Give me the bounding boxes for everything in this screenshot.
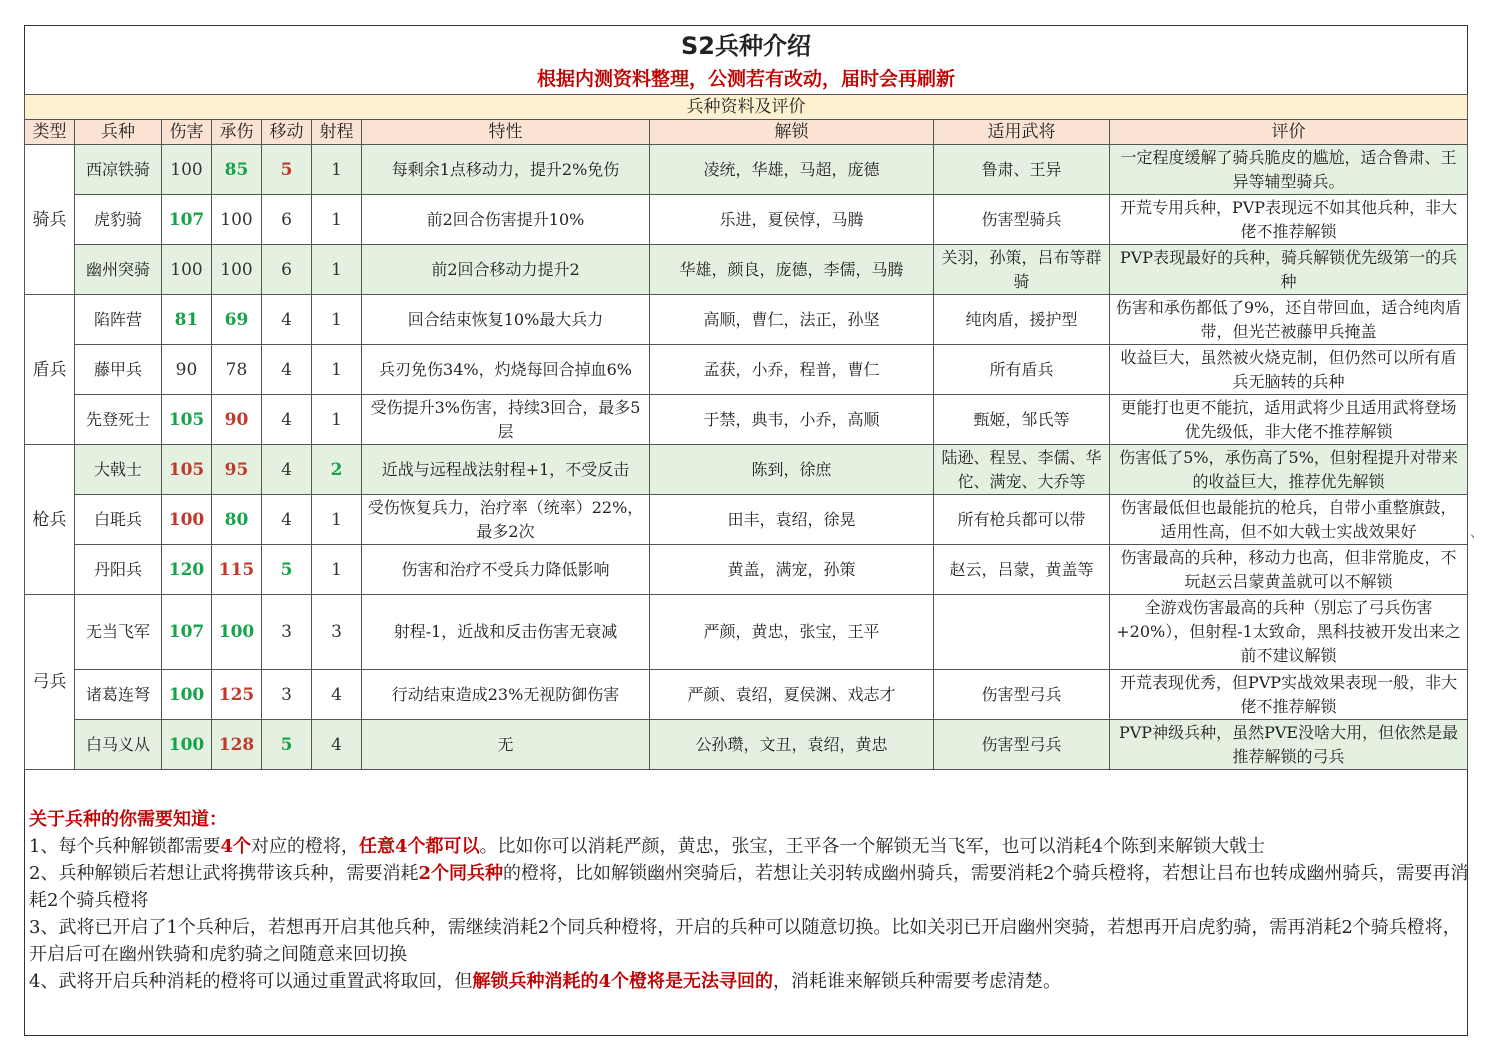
note-2-b: 2个同兵种 <box>418 863 503 884</box>
table-row <box>25 445 1468 495</box>
unit-trait: 前2回合伤害提升10% <box>362 195 650 245</box>
note-4-b: 解锁兵种消耗的4个橙将是无法寻回的 <box>472 971 773 992</box>
table-row <box>25 720 1468 770</box>
unit-eval: 伤害最高的兵种，移动力也高，但非常脆皮，不玩赵云吕蒙黄盖就可以不解锁 <box>1110 545 1468 595</box>
unit-mov: 5 <box>262 720 312 770</box>
column-header-row <box>25 120 1468 145</box>
unit-atk: 107 <box>162 195 212 245</box>
unit-generals: 所有盾兵 <box>934 345 1110 395</box>
unit-unlock: 高顺，曹仁，法正，孙坚 <box>650 295 934 345</box>
type-cell: 盾兵 <box>25 295 75 445</box>
table-row <box>25 395 1468 445</box>
unit-trait: 受伤恢复兵力，治疗率（统率）22%，最多2次 <box>362 495 650 545</box>
unit-mov: 5 <box>262 145 312 195</box>
note-2-c: 的橙将，比如解锁幽州突骑后，若想让关羽转成幽州骑兵，需要消耗2个骑兵橙将，若想让吕布也转成幽州骑兵，需要再消耗2个骑兵橙将 <box>29 863 1469 911</box>
unit-eval: 开荒专用兵种，PVP表现远不如其他兵种，非大佬不推荐解锁 <box>1110 195 1468 245</box>
note-4-a: 4、武将开启兵种消耗的橙将可以通过重置武将取回，但 <box>29 971 473 992</box>
note-1-c: 对应的橙将， <box>250 836 359 857</box>
unit-name: 藤甲兵 <box>75 345 162 395</box>
unit-name: 先登死士 <box>75 395 162 445</box>
col-header: 解锁 <box>650 120 934 145</box>
unit-unlock: 孟获，小乔，程普，曹仁 <box>650 345 934 395</box>
unit-mov: 5 <box>262 545 312 595</box>
note-1-d: 任意4个都可以 <box>358 836 480 857</box>
note-3: 3、武将已开启了1个兵种后，若想再开启其他兵种，需继续消耗2个同兵种橙将，开启的兵种可以随意切换。比如关羽已开启幽州突骑，若想再开启虎豹骑，需再消耗2个骑兵橙将，开启后可在幽州铁骑和虎豹骑之间随意来回切换 <box>29 917 1461 965</box>
table-row <box>25 545 1468 595</box>
notes-section <box>25 806 1469 995</box>
unit-atk: 100 <box>162 245 212 295</box>
table-row <box>25 595 1468 670</box>
unit-name: 白毦兵 <box>75 495 162 545</box>
unit-trait: 回合结束恢复10%最大兵力 <box>362 295 650 345</box>
unit-mov: 6 <box>262 195 312 245</box>
unit-unlock: 于禁，典韦，小乔，高顺 <box>650 395 934 445</box>
unit-name: 虎豹骑 <box>75 195 162 245</box>
unit-eval: 伤害低了5%，承伤高了5%，但射程提升对带来的收益巨大，推荐优先解锁 <box>1110 445 1468 495</box>
unit-trait: 兵刃免伤34%，灼烧每回合掉血6% <box>362 345 650 395</box>
unit-def: 115 <box>212 545 262 595</box>
unit-def: 80 <box>212 495 262 545</box>
unit-generals: 陆逊、程昱、李儒、华佗、满宠、大乔等 <box>934 445 1110 495</box>
unit-mov: 6 <box>262 245 312 295</box>
col-header: 兵种 <box>75 120 162 145</box>
unit-unlock: 严颜、袁绍，夏侯渊、戏志才 <box>650 670 934 720</box>
col-header: 评价 <box>1110 120 1468 145</box>
unit-atk: 100 <box>162 495 212 545</box>
note-2-a: 2、兵种解锁后若想让武将携带该兵种，需要消耗 <box>29 863 419 884</box>
unit-atk: 107 <box>162 595 212 670</box>
unit-mov: 4 <box>262 345 312 395</box>
unit-unlock: 公孙瓒，文丑，袁绍，黄忠 <box>650 720 934 770</box>
unit-atk: 120 <box>162 545 212 595</box>
unit-unlock: 华雄，颜良，庞德，李儒，马腾 <box>650 245 934 295</box>
col-header: 特性 <box>362 120 650 145</box>
unit-atk: 100 <box>162 720 212 770</box>
unit-mov: 4 <box>262 295 312 345</box>
table-row <box>25 670 1468 720</box>
unit-atk: 105 <box>162 445 212 495</box>
col-header: 射程 <box>312 120 362 145</box>
type-cell: 骑兵 <box>25 145 75 295</box>
unit-def: 78 <box>212 345 262 395</box>
unit-name: 无当飞军 <box>75 595 162 670</box>
unit-def: 100 <box>212 595 262 670</box>
unit-trait: 前2回合移动力提升2 <box>362 245 650 295</box>
note-1-a: 1、每个兵种解锁都需要 <box>29 836 221 857</box>
unit-trait: 射程-1，近战和反击伤害无衰减 <box>362 595 650 670</box>
note-4 <box>29 968 1469 995</box>
unit-rng: 1 <box>312 545 362 595</box>
unit-rng: 1 <box>312 395 362 445</box>
unit-atk: 90 <box>162 345 212 395</box>
unit-def: 100 <box>212 195 262 245</box>
unit-mov: 3 <box>262 595 312 670</box>
note-1 <box>29 833 1469 860</box>
unit-rng: 4 <box>312 720 362 770</box>
note-1-e: 。比如你可以消耗严颜，黄忠，张宝，王平各一个解锁无当飞军，也可以消耗4个陈到来解锁大戟士 <box>479 836 1265 857</box>
unit-name: 西凉铁骑 <box>75 145 162 195</box>
type-cell: 枪兵 <box>25 445 75 595</box>
unit-rng: 1 <box>312 295 362 345</box>
unit-generals: 关羽，孙策，吕布等群骑 <box>934 245 1110 295</box>
table-row <box>25 145 1468 195</box>
unit-generals: 伤害型弓兵 <box>934 670 1110 720</box>
unit-eval: 一定程度缓解了骑兵脆皮的尴尬，适合鲁肃、王异等辅型骑兵。 <box>1110 145 1468 195</box>
unit-table <box>24 94 1468 770</box>
unit-atk: 105 <box>162 395 212 445</box>
unit-unlock: 严颜，黄忠，张宝，王平 <box>650 595 934 670</box>
unit-mov: 4 <box>262 495 312 545</box>
unit-eval: 伤害和承伤都低了9%，还自带回血，适合纯肉盾带，但光芒被藤甲兵掩盖 <box>1110 295 1468 345</box>
unit-trait: 近战与远程战法射程+1，不受反击 <box>362 445 650 495</box>
unit-rng: 1 <box>312 195 362 245</box>
unit-generals: 伤害型骑兵 <box>934 195 1110 245</box>
unit-eval: PVP神级兵种，虽然PVE没啥大用，但依然是最推荐解锁的弓兵 <box>1110 720 1468 770</box>
type-cell: 弓兵 <box>25 595 75 770</box>
unit-def: 95 <box>212 445 262 495</box>
sheet <box>24 25 1468 1036</box>
unit-trait: 行动结束造成23%无视防御伤害 <box>362 670 650 720</box>
unit-eval: 收益巨大，虽然被火烧克制，但仍然可以所有盾兵无脑转的兵种 <box>1110 345 1468 395</box>
unit-generals: 伤害型弓兵 <box>934 720 1110 770</box>
page-title: S2兵种介绍 <box>681 32 811 60</box>
unit-generals: 所有枪兵都可以带 <box>934 495 1110 545</box>
unit-rng: 1 <box>312 495 362 545</box>
unit-generals: 纯肉盾，援护型 <box>934 295 1110 345</box>
unit-mov: 4 <box>262 395 312 445</box>
unit-trait: 无 <box>362 720 650 770</box>
col-header: 承伤 <box>212 120 262 145</box>
notes-title: 关于兵种的你需要知道： <box>29 809 227 830</box>
unit-unlock: 乐进，夏侯惇，马腾 <box>650 195 934 245</box>
unit-trait: 每剩余1点移动力，提升2%免伤 <box>362 145 650 195</box>
unit-def: 125 <box>212 670 262 720</box>
unit-generals <box>934 595 1110 670</box>
col-header: 适用武将 <box>934 120 1110 145</box>
unit-unlock: 凌统，华雄，马超，庞德 <box>650 145 934 195</box>
col-header: 移动 <box>262 120 312 145</box>
unit-rng: 2 <box>312 445 362 495</box>
page-subtitle: 根据内测资料整理，公测若有改动，届时会再刷新 <box>536 68 955 90</box>
table-row <box>25 495 1468 545</box>
unit-name: 白马义从 <box>75 720 162 770</box>
unit-eval: PVP表现最好的兵种，骑兵解锁优先级第一的兵种 <box>1110 245 1468 295</box>
unit-eval: 更能打也更不能抗，适用武将少且适用武将登场优先级低，非大佬不推荐解锁 <box>1110 395 1468 445</box>
unit-unlock: 黄盖，满宠，孙策 <box>650 545 934 595</box>
unit-name: 大戟士 <box>75 445 162 495</box>
unit-mov: 3 <box>262 670 312 720</box>
unit-def: 69 <box>212 295 262 345</box>
unit-name: 陷阵营 <box>75 295 162 345</box>
table-row <box>25 245 1468 295</box>
section-title: 兵种资料及评价 <box>25 95 1468 120</box>
unit-def: 90 <box>212 395 262 445</box>
unit-rng: 3 <box>312 595 362 670</box>
note-2 <box>29 860 1469 914</box>
unit-generals: 鲁肃、王异 <box>934 145 1110 195</box>
unit-rng: 1 <box>312 345 362 395</box>
unit-def: 85 <box>212 145 262 195</box>
table-row <box>25 295 1468 345</box>
unit-atk: 81 <box>162 295 212 345</box>
unit-trait: 受伤提升3%伤害，持续3回合，最多5层 <box>362 395 650 445</box>
unit-name: 诸葛连弩 <box>75 670 162 720</box>
unit-eval: 伤害最低但也最能抗的枪兵，自带小重整旗鼓，适用性高，但不如大戟士实战效果好 <box>1110 495 1468 545</box>
col-header: 伤害 <box>162 120 212 145</box>
unit-eval: 全游戏伤害最高的兵种（别忘了弓兵伤害+20%），但射程-1太致命，黑科技被开发出来之前不建议解锁 <box>1110 595 1468 670</box>
unit-trait: 伤害和治疗不受兵力降低影响 <box>362 545 650 595</box>
unit-generals: 赵云，吕蒙，黄盖等 <box>934 545 1110 595</box>
unit-unlock: 田丰，袁绍，徐晃 <box>650 495 934 545</box>
note-1-b: 4个 <box>220 836 251 857</box>
unit-atk: 100 <box>162 670 212 720</box>
table-row <box>25 195 1468 245</box>
table-row <box>25 345 1468 395</box>
unit-rng: 1 <box>312 245 362 295</box>
unit-rng: 1 <box>312 145 362 195</box>
section-header-row <box>25 95 1468 120</box>
unit-mov: 4 <box>262 445 312 495</box>
unit-rng: 4 <box>312 670 362 720</box>
unit-name: 丹阳兵 <box>75 545 162 595</box>
unit-name: 幽州突骑 <box>75 245 162 295</box>
unit-generals: 甄姬，邹氏等 <box>934 395 1110 445</box>
unit-eval: 开荒表现优秀，但PVP实战效果表现一般，非大佬不推荐解锁 <box>1110 670 1468 720</box>
unit-unlock: 陈到，徐庶 <box>650 445 934 495</box>
unit-atk: 100 <box>162 145 212 195</box>
unit-def: 100 <box>212 245 262 295</box>
note-4-c: ，消耗谁来解锁兵种需要考虑清楚。 <box>772 971 1061 992</box>
col-header: 类型 <box>25 120 75 145</box>
stray-mark: 、 <box>1470 525 1484 541</box>
unit-def: 128 <box>212 720 262 770</box>
